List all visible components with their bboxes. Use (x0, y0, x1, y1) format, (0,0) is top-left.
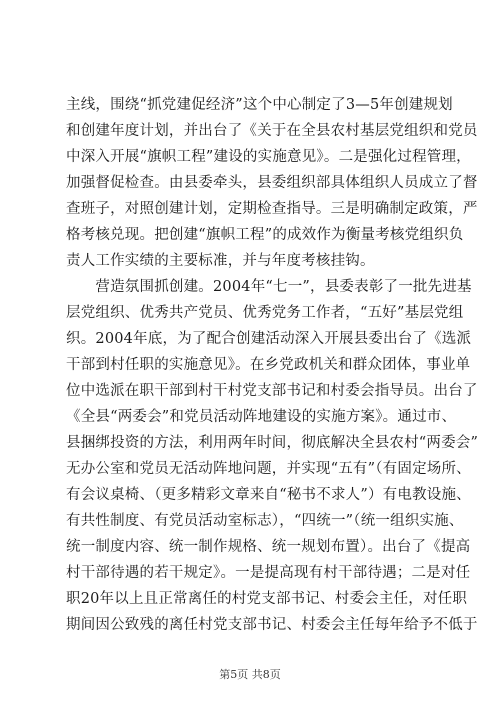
text-line: 期间因公致残的离任村党支部书记、村委会主任每年给予不低于 (66, 617, 478, 633)
text-line: 《全县“两委会”和党员活动阵地建设的实施方案》。通过市、 (66, 409, 457, 425)
text-line: 营造氛围抓创建。2004年“七一”，县委表彰了一批先进基 (66, 279, 472, 295)
text-line: 织。2004年底，为了配合创建活动深入开展县委出台了《选派 (66, 331, 472, 347)
text-line: 干部到村任职的实施意见》。在乡党政机关和群众团体，事业单 (66, 357, 471, 373)
text-line: 位中选派在职干部到村干村党支部书记和村委会指导员。出台了 (66, 383, 478, 399)
body-text (66, 92, 479, 638)
text-line: 格考核兑现。把创建“旗帜工程”的成效作为衡量考核党组织负 (66, 227, 464, 243)
text-line: 中深入开展“旗帜工程”建设的实施意见》。二是强化过程管理， (66, 149, 471, 165)
text-line: 查班子，对照创建计划，定期检查指导。三是明确制定政策，严 (66, 201, 478, 217)
text-line: 有会议桌椅、（更多精彩文章来自“秘书不求人”）有电教设施、 (66, 487, 471, 503)
text-line: 县捆绑投资的方法，利用两年时间，彻底解决全县农村“两委会” (66, 435, 479, 451)
text-line: 层党组织、优秀共产党员、优秀党务工作者，“五好”基层党组 (66, 305, 464, 321)
text-line: 职20年以上且正常离任的村党支部书记、村委会主任，对任职 (66, 591, 468, 607)
text-line: 无办公室和党员无活动阵地问题，并实现“五有”（有固定场所、 (66, 461, 471, 477)
text-line: 加强督促检查。由县委牵头，县委组织部具体组织人员成立了督 (66, 175, 478, 191)
page-number-footer: 第5页 共8页 (219, 668, 281, 681)
text-line: 和创建年度计划，并出台了《关于在全县农村基层党组织和党员 (66, 123, 478, 139)
text-line: 有共性制度、有党员活动室标志），“四统一”（统一组织实施、 (66, 513, 464, 529)
text-line: 责人工作实绩的主要标准，并与年度考核挂钩。 (66, 253, 375, 269)
text-line: 主线，围绕“抓党建促经济”这个中心制定了3—5年创建规划 (66, 97, 453, 113)
text-line: 村干部待遇的若干规定》。一是提高现有村干部待遇；二是对任 (66, 565, 471, 581)
text-line: 统一制度内容、统一制作规格、统一规划布置）。出台了《提高 (66, 539, 471, 555)
